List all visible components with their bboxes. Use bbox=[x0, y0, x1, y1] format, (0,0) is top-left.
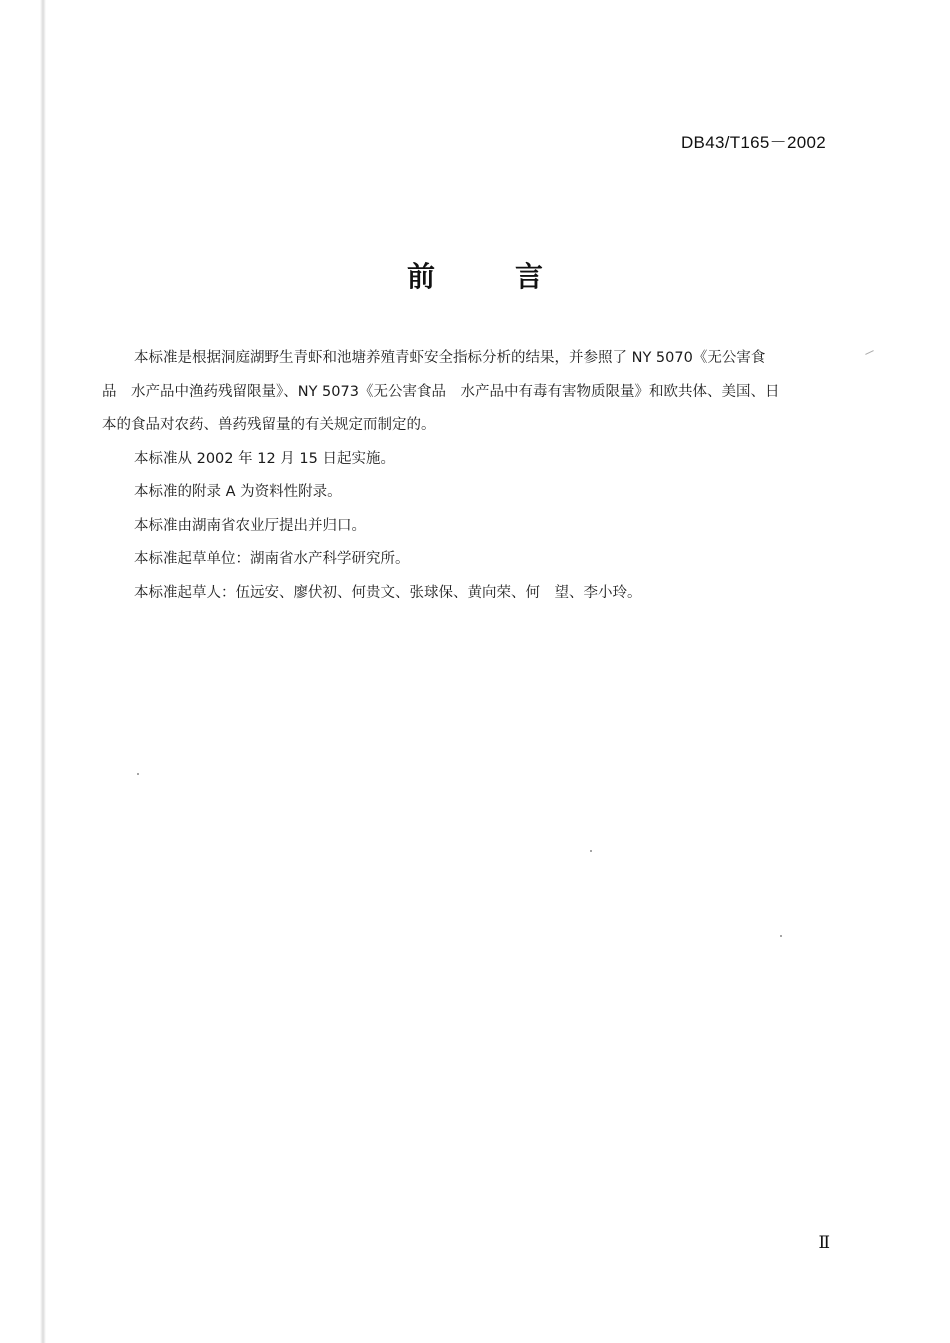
scan-speck bbox=[780, 935, 782, 937]
paragraph-drafting-unit: 本标准起草单位：湖南省水产科学研究所。 bbox=[134, 551, 410, 567]
standard-code: DB43/T165－2002 bbox=[680, 133, 826, 152]
scan-speck bbox=[137, 773, 139, 775]
page-number: Ⅱ bbox=[818, 1233, 830, 1253]
paragraph-1-line-3: 本的食品对农药、兽药残留量的有关规定而制定的。 bbox=[102, 417, 436, 433]
paragraph-1-line-1: 本标准是根据洞庭湖野生青虾和池塘养殖青虾安全指标分析的结果，并参照了 NY 5070《无公害食 bbox=[134, 350, 766, 366]
scan-mark bbox=[865, 350, 874, 355]
paragraph-proposer: 本标准由湖南省农业厅提出并归口。 bbox=[134, 517, 366, 534]
paragraph-appendix: 本标准的附录 A 为资料性附录。 bbox=[134, 484, 342, 500]
page-title: 前言 bbox=[406, 260, 623, 293]
paragraph-drafters: 本标准起草人：伍远安、廖伏初、何贵文、张球保、黄向荣、何 望、李小玲。 bbox=[134, 584, 642, 601]
scan-edge-shadow bbox=[40, 0, 46, 1343]
foreword-body bbox=[102, 342, 844, 610]
paragraph-implementation-date: 本标准从 2002 年 12 月 15 日起实施。 bbox=[134, 450, 395, 467]
scan-speck bbox=[590, 850, 592, 852]
paragraph-1-line-2: 品 水产品中渔药残留限量》、NY 5073《无公害食品 水产品中有毒有害物质限量》和欧共体、美国、日 bbox=[102, 383, 780, 400]
